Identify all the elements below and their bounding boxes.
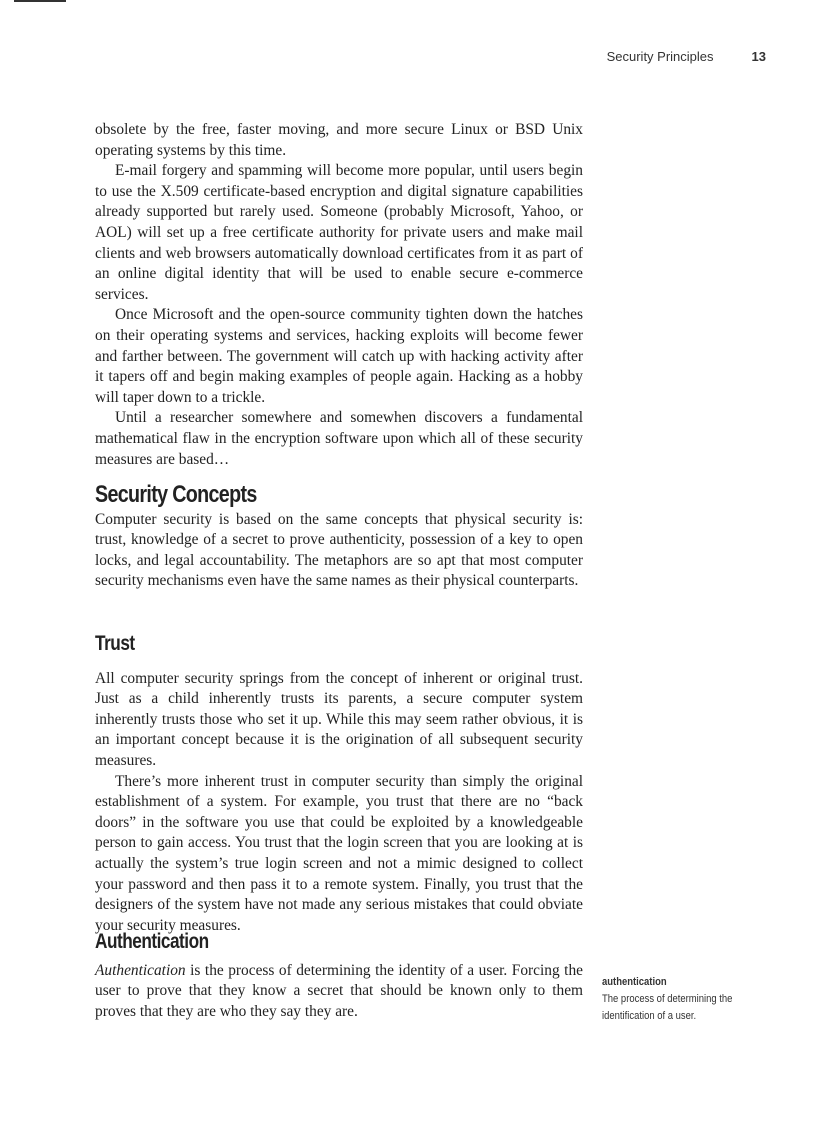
margin-definition-line: The process of determining the: [602, 993, 733, 1005]
paragraph: All computer security springs from the concept of inherent or original trust. Just as a child inherently trusts its parents, a secure computer system inherently trusts those who set it up. While this may seem rather obvious, it is an important concept because it is the origination of all subsequent security measures.: [95, 669, 583, 769]
section-security-concepts: [95, 481, 583, 592]
paragraph: E-mail forgery and spamming will become more popular, until users begin to use the X.509 certificate-based encryption and digital signature capabilities already supported but rarely used. Someone (probably Microsoft, Yahoo, or AOL) will set up a free certificate authority for private users and make mail clients and web browsers automatically download certificates from it as part of an online digital identity that will be used to enable secure e-commerce services.: [95, 162, 583, 303]
margin-term: authentication: [602, 976, 667, 988]
paragraph-text: is the process of determining the identity of a user. Forcing the user to prove that they know a secret that should be known only to them proves that they are who they say they are.: [95, 961, 583, 1020]
section-heading: Security Concepts: [95, 481, 257, 508]
section-trust: [95, 634, 583, 936]
running-head: [607, 49, 766, 64]
paragraph: There’s more inherent trust in computer security than simply the original establishment of a system. For example, you trust that there are no “back doors” in the software you use that could be exploited by a knowledgeable person to gain access. You trust that the login screen that you are looking at is actually the system’s true login screen and not a mimic designed to collect your password and then pass it to a remote system. Finally, you trust that the designers of the system have not made any serious mistakes that could obviate your security measures.: [95, 772, 583, 934]
margin-definition-line: identification of a user.: [602, 1010, 697, 1022]
margin-note: [602, 974, 772, 1025]
corner-rule: [14, 0, 66, 2]
intro-text: [95, 120, 583, 470]
subsection-heading: Authentication: [95, 930, 209, 953]
page-number: 13: [751, 49, 766, 64]
paragraph: Computer security is based on the same concepts that physical security is: trust, knowledge of a secret to prove authenticity, possession of a key to open locks, and legal accountability. The metaphors are so apt that most computer security mechanisms even have the same names as their physical counterparts.: [95, 510, 583, 590]
paragraph: [95, 961, 583, 1023]
paragraph: obsolete by the free, faster moving, and more secure Linux or BSD Unix operating systems by this time.: [95, 121, 583, 159]
paragraph: Until a researcher somewhere and somewhen discovers a fundamental mathematical flaw in the encryption software upon which all of these security measures are based…: [95, 409, 583, 468]
term-emphasis: Authentication: [95, 961, 186, 979]
subsection-heading: Trust: [95, 632, 135, 655]
section-authentication: [95, 932, 583, 1022]
section-title: Security Principles: [606, 49, 714, 64]
paragraph: Once Microsoft and the open-source community tighten down the hatches on their operating systems and services, hacking exploits will become fewer and farther between. The government will catch up with hacking activity after it tapers off and begin making examples of people again. Hacking as a hobby will taper down to a trickle.: [95, 306, 583, 406]
